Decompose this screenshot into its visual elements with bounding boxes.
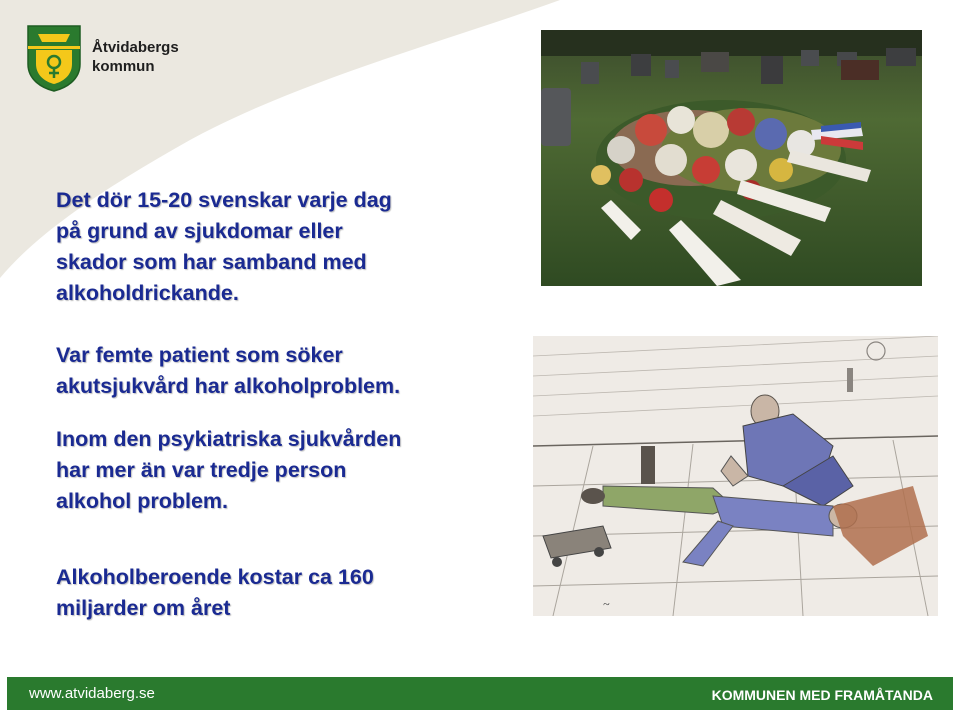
text-line: Det dör 15-20 svenskar varje dag <box>56 188 392 212</box>
paragraph-psychiatry <box>56 424 401 517</box>
text-line: på grund av sjukdomar eller <box>56 219 343 243</box>
paragraph-cost <box>56 562 374 624</box>
pencil-drawing-illustration <box>533 336 938 616</box>
footer-slogan: KOMMUNEN MED FRAMÅTANDA <box>711 687 933 703</box>
text-line: Inom den psykiatriska sjukvården <box>56 427 402 451</box>
logo-text <box>92 38 179 76</box>
coat-of-arms-icon <box>26 24 82 92</box>
paragraph-deaths <box>56 185 392 309</box>
text-line: alkohol problem. <box>56 489 229 513</box>
text-line: Var femte patient som söker <box>56 343 343 367</box>
logo-line1: Åtvidabergs <box>92 39 179 56</box>
svg-text:~: ~ <box>603 597 610 611</box>
website-link[interactable]: www.atvidaberg.se <box>29 685 155 702</box>
text-line: har mer än var tredje person <box>56 458 347 482</box>
footer-bar <box>7 677 953 710</box>
text-line: akutsjukvård har alkoholproblem. <box>56 374 401 398</box>
text-line: Alkoholberoende kostar ca 160 <box>56 565 374 589</box>
logo-line2: kommun <box>92 58 155 75</box>
paragraph-emergency <box>56 340 400 402</box>
text-line: miljarder om året <box>56 596 231 620</box>
text-line: alkoholdrickande. <box>56 281 239 305</box>
funeral-flowers-photo <box>541 30 922 286</box>
text-line: skador som har samband med <box>56 250 367 274</box>
